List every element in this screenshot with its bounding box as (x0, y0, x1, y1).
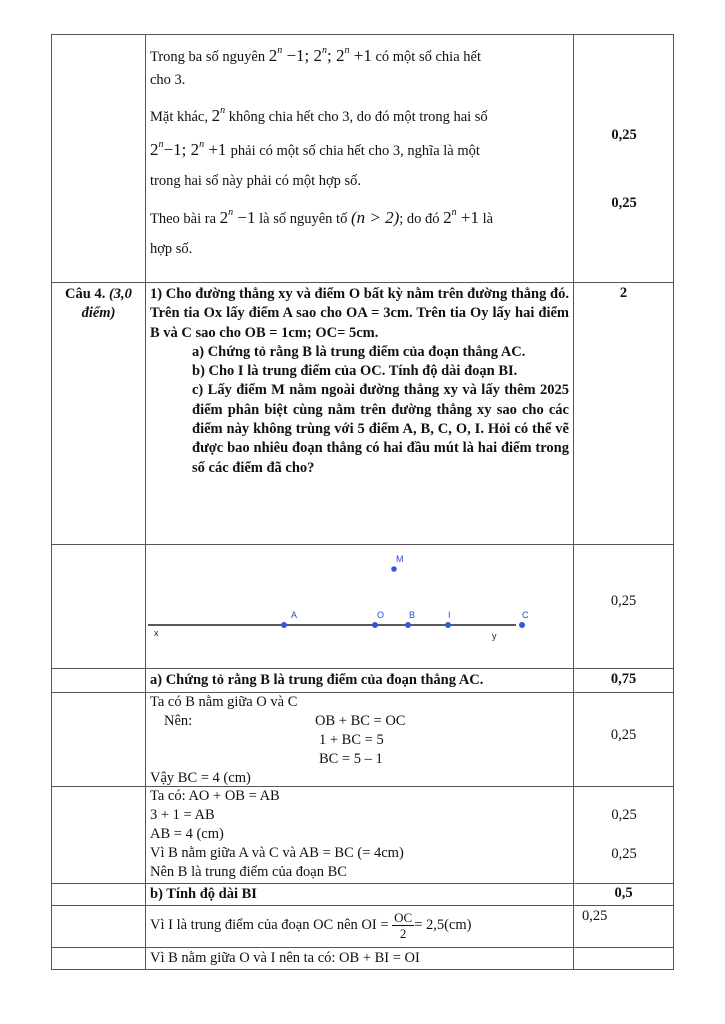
score-cell (574, 693, 674, 787)
text: là số nguyên tố (255, 211, 351, 227)
solution-cell (146, 948, 574, 970)
math: 2 (219, 208, 229, 227)
row-question-4 (52, 283, 674, 545)
line-3 (150, 105, 568, 126)
score: 0,25 (611, 195, 637, 211)
point-o (372, 622, 378, 628)
text: Trong ba số nguyên (150, 49, 269, 65)
line-6 (150, 207, 568, 228)
row-part-b-heading (52, 884, 674, 906)
row-figure (52, 545, 674, 669)
math: 2 (211, 106, 221, 125)
solution-line: Vì B nằm giữa O và I nên ta có: OB + BI = OI (150, 950, 420, 966)
solution-line: AB = 4 (cm) (150, 826, 224, 842)
math: 2 (190, 140, 200, 159)
score: 0,25 (610, 727, 637, 743)
line-1 (150, 41, 568, 67)
text: = 2,5(cm) (414, 916, 472, 933)
score-cell (574, 35, 674, 283)
math-exp: n (220, 105, 226, 116)
solution-line: Ta có: AO + OB = AB (150, 788, 280, 804)
denominator: 2 (399, 926, 407, 941)
label-i: I (448, 610, 451, 620)
text: không chia hết cho 3, do đó một trong hai số (225, 109, 488, 125)
solution-cell (146, 693, 574, 787)
solution-line: Vậy BC = 4 (cm) (150, 770, 251, 786)
math: 2 (336, 46, 345, 65)
question-intro: 1) Cho đường thẳng xy và điểm O bất kỳ nằm trên đường thẳng đó. Trên tia Ox lấy điểm A sao cho OA = 3cm. Trên tia Oy lấy hai điểm B và C sao cho OB = 1cm; OC= 5cm. (150, 286, 569, 341)
line-7: hợp số. (150, 241, 193, 257)
point-a (281, 622, 287, 628)
math: 2 (268, 46, 278, 65)
math: 2 (150, 140, 159, 159)
solution-line: BC = 5 – 1 (319, 751, 383, 767)
part-a-heading: a) Chứng tỏ rằng B là trung điểm của đoạn thẳng AC. (150, 672, 484, 688)
empty-label-cell (52, 948, 146, 970)
math: (n > 2) (350, 208, 400, 227)
math: +1 (349, 46, 372, 65)
question-number: Câu 4. (65, 286, 109, 302)
score: 0,5 (614, 885, 633, 901)
solution-line: 3 + 1 = AB (150, 807, 215, 823)
math-exp: n (199, 139, 205, 150)
score: 0,75 (610, 671, 637, 687)
score: 0,25 (611, 846, 637, 862)
solution-line: Nên B là trung điểm của đoạn BC (150, 864, 347, 880)
label-b: B (409, 610, 416, 620)
point-c (519, 622, 525, 628)
score: 0,25 (582, 908, 608, 924)
question-part-c: c) Lấy điểm M nằm ngoài đường thẳng xy và lấy thêm 2025 điểm phân biệt cùng nằm trên đường thẳng xy sao cho các điểm này không trùng với 5 điểm A, B, C, O, I. Hỏi có thể vẽ được bao nhiêu đoạn thẳng có hai đầu mút là hai điểm trong số các điểm đã cho? (192, 382, 569, 476)
score-cell (574, 545, 674, 669)
score: 2 (619, 285, 628, 301)
row-part-b-step-1 (52, 906, 674, 948)
solution-line: Vì B nằm giữa A và C và AB = BC (= 4cm) (150, 845, 404, 861)
label-c: C (522, 610, 529, 620)
heading-cell (146, 884, 574, 906)
math: +1 (456, 208, 479, 227)
math: 2 (443, 208, 452, 227)
text: ; do đó (399, 211, 444, 227)
math: −1; (163, 140, 191, 159)
math: ; (327, 46, 336, 65)
math-exp: n (344, 45, 350, 56)
label-y: y (492, 631, 497, 641)
row-prime-proof (52, 35, 674, 283)
score-cell (574, 948, 674, 970)
text: a) Chứng tỏ rằng B là trung điểm của đoạn thẳng AC. (192, 343, 526, 360)
score: 0,25 (611, 127, 637, 143)
label-o: O (377, 610, 385, 620)
row-part-b-step-2 (52, 948, 674, 970)
question-part-b: b) Cho I là trung điểm của OC. Tính độ dài đoạn BI. (192, 363, 518, 380)
score-cell (574, 669, 674, 693)
solution-cell (146, 906, 574, 948)
line-5: trong hai số này phải có một hợp số. (150, 173, 362, 189)
question-part-a (150, 343, 569, 362)
math: −1; (282, 46, 314, 65)
score-cell (574, 884, 674, 906)
point-i (445, 622, 451, 628)
fraction (392, 910, 414, 941)
point-m (391, 566, 397, 572)
figure-cell (146, 545, 574, 669)
label-a: A (291, 610, 298, 620)
line-4 (150, 139, 568, 160)
row-part-a-heading (52, 669, 674, 693)
question-points: (3,0 điểm) (81, 286, 132, 321)
math-exp: n (322, 45, 328, 56)
numerator: OC (394, 910, 413, 925)
empty-label-cell (52, 693, 146, 787)
solution-line: 1 + BC = 5 (319, 732, 384, 748)
heading-cell (146, 669, 574, 693)
score-cell (574, 787, 674, 884)
empty-label-cell (52, 669, 146, 693)
empty-label-cell (52, 906, 146, 948)
row-part-a-step-2 (52, 787, 674, 884)
solution-line: OB + BC = OC (315, 713, 406, 729)
point-b (405, 622, 411, 628)
solution-line: Nên: (164, 713, 193, 729)
part-b-heading: b) Tính độ dài BI (150, 886, 257, 902)
question-label-cell (52, 283, 146, 545)
score: 0,25 (610, 593, 637, 609)
text: có một số chia hết (371, 49, 481, 65)
math-exp: n (277, 45, 283, 56)
solution-line: Ta có B nằm giữa O và C (150, 694, 298, 710)
text: Mặt khác, (150, 109, 212, 125)
proof-cell (146, 35, 574, 283)
score-cell (574, 906, 674, 948)
empty-label-cell (52, 884, 146, 906)
line-diagram (146, 545, 574, 663)
empty-label-cell (52, 787, 146, 884)
text: Theo bài ra (150, 211, 220, 227)
question-text-cell (146, 283, 574, 545)
row-part-a-step-1 (52, 693, 674, 787)
score-cell (574, 283, 674, 545)
math: +1 (204, 140, 231, 159)
text: Vì I là trung điểm của đoạn OC nên OI = (150, 916, 393, 933)
solution-line (146, 906, 573, 943)
empty-label-cell (52, 35, 146, 283)
answer-table (51, 34, 673, 979)
math: 2 (313, 46, 323, 65)
text: là (479, 211, 494, 227)
label-m: M (396, 554, 404, 564)
math-exp: n (158, 139, 164, 150)
label-x: x (154, 628, 159, 638)
empty-label-cell (52, 545, 146, 669)
math-exp: n (228, 207, 234, 218)
text: phải có một số chia hết cho 3, nghĩa là một (230, 143, 480, 159)
math: −1 (233, 208, 256, 227)
math-exp: n (451, 207, 457, 218)
score: 0,25 (611, 807, 637, 823)
solution-cell (146, 787, 574, 884)
line-2: cho 3. (150, 72, 186, 88)
